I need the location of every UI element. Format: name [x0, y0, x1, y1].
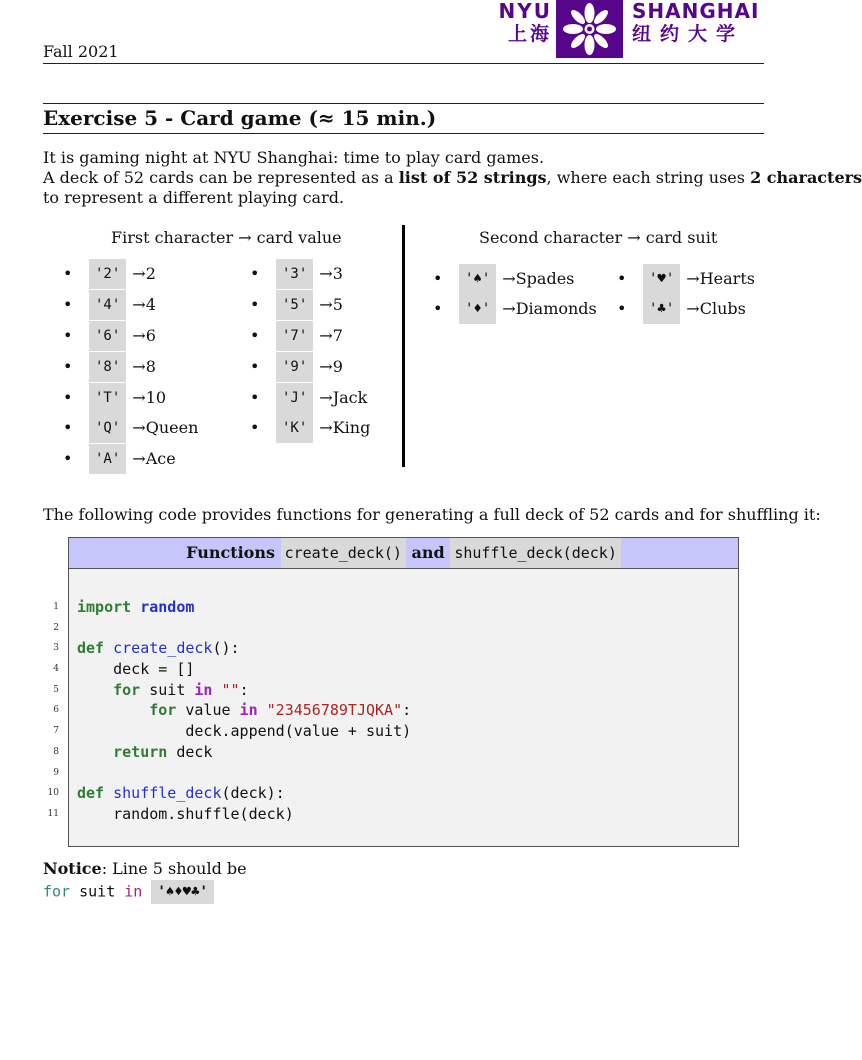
intro-line2: [43, 168, 862, 188]
code-line-5: [77, 681, 249, 699]
character-code: 'T': [89, 383, 126, 413]
list-item: [63, 351, 198, 382]
bullet-icon: •: [250, 418, 260, 438]
card-label: 4: [145, 295, 156, 315]
notice: [43, 858, 247, 880]
suits-left-list: [433, 264, 597, 324]
card-label: 8: [145, 356, 156, 376]
code-listing-box: [47, 537, 739, 847]
arrow-icon: →: [502, 299, 516, 318]
code-text: deck: [167, 743, 213, 761]
card-label: Clubs: [699, 299, 746, 318]
bullet-icon: •: [63, 356, 73, 376]
list-item: [250, 290, 370, 321]
character-code: '7': [276, 321, 313, 351]
code-line-4: deck = []: [77, 660, 195, 678]
intro-paragraph: [43, 148, 862, 208]
bullet-icon: •: [250, 387, 260, 407]
suits-right-list: [617, 264, 755, 324]
code-text: value: [176, 701, 240, 719]
code-keyword: return: [113, 743, 168, 761]
logo-right-text: [632, 0, 764, 46]
intro-text-c: , where each string uses: [546, 168, 751, 187]
bullet-icon: •: [63, 418, 73, 438]
card-label: 5: [332, 295, 343, 315]
code-title-create-deck: create_deck(): [281, 538, 406, 568]
intro-text-a: A deck of 52 cards can be represented as a: [43, 168, 399, 187]
notice-operator: in: [124, 882, 143, 901]
arrow-icon: →: [132, 387, 146, 407]
notice-label: Notice: [43, 859, 102, 878]
semester-label: Fall 2021: [43, 42, 119, 61]
code-keyword: def: [77, 784, 105, 802]
arrow-icon: →: [319, 356, 333, 376]
arrow-icon: →: [319, 295, 333, 315]
character-code: '♦': [459, 294, 496, 324]
arrow-icon: →: [319, 387, 333, 407]
logo-right-line2: 纽约大学: [632, 23, 745, 45]
nyu-shanghai-logo: [498, 0, 764, 58]
arrow-icon: →: [686, 269, 700, 288]
list-item: [250, 259, 370, 290]
card-label: 9: [332, 356, 343, 376]
card-label: 7: [332, 325, 343, 345]
list-item: [250, 413, 370, 444]
bullet-icon: •: [63, 264, 73, 284]
code-function-name: shuffle_deck: [113, 784, 222, 802]
bullet-icon: •: [63, 387, 73, 407]
code-line-6: [77, 701, 411, 719]
code-text: ():: [212, 639, 240, 657]
bullet-icon: •: [250, 356, 260, 376]
list-item: [63, 259, 198, 290]
list-item: [250, 351, 370, 382]
list-item: [617, 264, 755, 294]
code-line-10: [77, 784, 285, 802]
character-code: '3': [276, 259, 313, 289]
arrow-icon: →: [132, 264, 146, 284]
intro-line3: to represent a different playing card.: [43, 188, 345, 207]
arrow-icon: →: [319, 264, 333, 284]
line-number: 10: [47, 788, 59, 798]
list-item: [250, 382, 370, 413]
bullet-icon: •: [63, 295, 73, 315]
bullet-icon: •: [617, 269, 627, 288]
logo-right-line1: SHANGHAI: [632, 0, 760, 23]
line-number: 4: [53, 664, 59, 674]
character-code: '8': [89, 352, 126, 382]
character-code: 'K': [276, 413, 313, 443]
character-code: '5': [276, 290, 313, 320]
line-number: 8: [53, 747, 59, 757]
table-divider: [402, 225, 405, 467]
character-code: 'J': [276, 383, 313, 413]
card-label: Ace: [145, 449, 176, 469]
code-text: suit: [140, 681, 195, 699]
code-keyword: def: [77, 639, 105, 657]
code-operator: in: [239, 701, 258, 719]
card-label: 3: [332, 264, 343, 284]
bullet-icon: •: [63, 449, 73, 469]
notice-suit-string: '♠♦♥♣': [151, 880, 214, 904]
intro-bold-chars: 2 characters: [750, 168, 862, 187]
arrow-icon: →: [686, 299, 700, 318]
code-function-name: create_deck: [113, 639, 213, 657]
bullet-icon: •: [250, 264, 260, 284]
character-code: 'Q': [89, 413, 126, 443]
line-number: 2: [53, 623, 59, 633]
notice-code-text: suit: [70, 882, 125, 901]
list-item: [63, 290, 198, 321]
list-item: [63, 382, 198, 413]
bullet-icon: •: [250, 295, 260, 315]
character-code: 'A': [89, 444, 126, 474]
logo-left-line1: NYU: [498, 0, 552, 23]
code-string: "23456789TJQKA": [266, 701, 403, 719]
line-number: 1: [53, 602, 59, 612]
bullet-icon: •: [433, 299, 443, 318]
notice-text: : Line 5 should be: [101, 859, 247, 878]
logo-left-text: [498, 0, 552, 46]
suits-heading: Second character → card suit: [479, 228, 718, 247]
arrow-icon: →: [132, 295, 146, 315]
list-item: [617, 294, 755, 324]
arrow-icon: →: [132, 325, 146, 345]
arrow-icon: →: [502, 269, 516, 288]
bullet-icon: •: [250, 325, 260, 345]
character-code: '4': [89, 290, 126, 320]
logo-emblem-icon: [556, 0, 623, 58]
code-line-7: deck.append(value + suit): [77, 722, 412, 740]
card-label: Spades: [515, 269, 575, 288]
card-label: 6: [145, 325, 156, 345]
list-item: [63, 413, 198, 444]
card-label: Jack: [332, 387, 368, 407]
notice-code: [43, 880, 214, 904]
intro-line1: It is gaming night at NYU Shanghai: time to play card games.: [43, 148, 545, 167]
line-number: 11: [47, 809, 59, 819]
code-line-3: [77, 639, 240, 657]
arrow-icon: →: [132, 418, 146, 438]
line-number: 6: [53, 705, 59, 715]
code-title-shuffle-deck: shuffle_deck(deck): [450, 538, 621, 568]
intro-bold-list: list of 52 strings: [398, 168, 547, 187]
line-number: 9: [53, 768, 59, 778]
card-label: Hearts: [699, 269, 755, 288]
character-code: '♠': [459, 264, 496, 294]
list-item: [250, 321, 370, 352]
code-intro: The following code provides functions for generating a full deck of 52 cards and for shuffling it:: [43, 505, 821, 524]
character-code: '♥': [643, 264, 680, 294]
arrow-icon: →: [319, 418, 333, 438]
arrow-icon: →: [132, 449, 146, 469]
code-keyword: for: [149, 701, 177, 719]
arrow-icon: →: [319, 325, 333, 345]
character-code: '2': [89, 259, 126, 289]
code-keyword: for: [113, 681, 141, 699]
list-item: [433, 264, 597, 294]
values-left-list: [63, 259, 198, 475]
card-label: Queen: [145, 418, 199, 438]
code-title-and: and: [411, 543, 445, 562]
code-keyword: import: [77, 598, 132, 616]
bullet-icon: •: [433, 269, 443, 288]
code-line-1: [77, 598, 194, 616]
code-line-11: random.shuffle(deck): [77, 805, 294, 823]
notice-keyword: for: [43, 882, 71, 901]
card-label: 10: [145, 387, 167, 407]
arrow-icon: →: [132, 356, 146, 376]
title-rule-top: [43, 103, 764, 104]
code-operator: in: [194, 681, 213, 699]
code-line-8: [77, 743, 212, 761]
code-text: :: [239, 681, 249, 699]
logo-left-line2: 上海: [507, 23, 552, 45]
character-code: '♣': [643, 294, 680, 324]
exercise-title: Exercise 5 - Card game (≈ 15 min.): [43, 106, 437, 130]
list-item: [433, 294, 597, 324]
line-number: 3: [53, 643, 59, 653]
code-text: :: [402, 701, 412, 719]
line-number: 5: [53, 685, 59, 695]
values-right-list: [250, 259, 370, 444]
card-label: King: [332, 418, 371, 438]
list-item: [63, 444, 198, 475]
code-module: random: [140, 598, 195, 616]
code-string: "": [221, 681, 240, 699]
values-heading: First character → card value: [111, 228, 342, 247]
character-code: '9': [276, 352, 313, 382]
list-item: [63, 321, 198, 352]
line-number: 7: [53, 726, 59, 736]
card-label: Diamonds: [515, 299, 597, 318]
code-text: (deck):: [221, 784, 285, 802]
character-code: '6': [89, 321, 126, 351]
code-title-functions: Functions: [186, 543, 275, 562]
code-box-title: [69, 538, 738, 569]
card-label: 2: [145, 264, 156, 284]
header-rule: [43, 63, 764, 64]
title-rule-bottom: [43, 133, 764, 134]
bullet-icon: •: [617, 299, 627, 318]
bullet-icon: •: [63, 325, 73, 345]
